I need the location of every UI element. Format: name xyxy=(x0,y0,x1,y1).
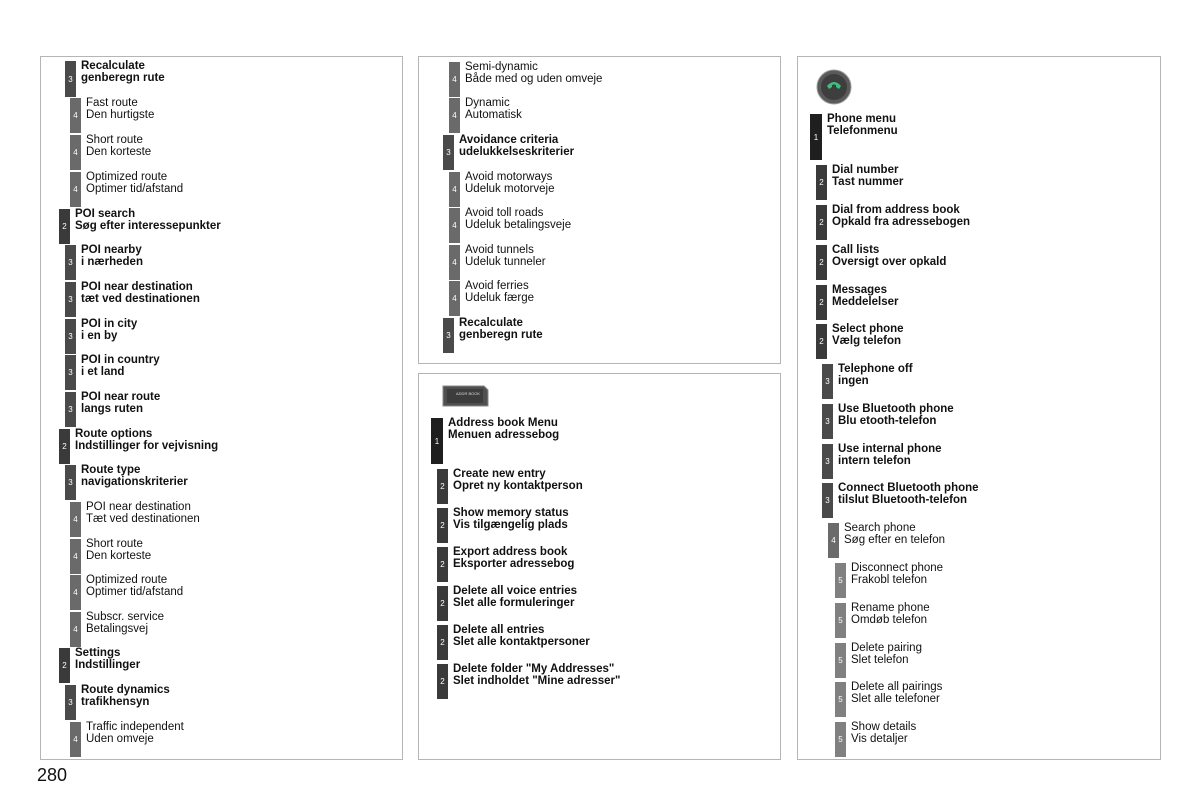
menu-item-fast-route[interactable] xyxy=(70,98,154,133)
menu-item-poi-nearby[interactable] xyxy=(65,245,143,280)
level-badge: 4 xyxy=(70,722,81,757)
menu-item-label: POI in city i en by xyxy=(81,318,138,342)
level-badge: 4 xyxy=(70,575,81,610)
menu-item-search-phone[interactable] xyxy=(828,523,945,558)
menu-item-use-bluetooth-phone[interactable] xyxy=(822,404,954,439)
menu-item-export-address-book[interactable] xyxy=(437,547,574,582)
level-badge: 4 xyxy=(449,98,460,133)
menu-item-delete-all-voice-entries[interactable] xyxy=(437,586,577,621)
level-badge: 1 xyxy=(810,114,822,160)
level-badge: 3 xyxy=(65,61,76,97)
menu-item-label: Subscr. service Betalingsvej xyxy=(86,611,164,635)
menu-item-label: POI near destination tæt ved destinationen xyxy=(81,281,200,305)
menu-item-optimized-route[interactable] xyxy=(70,172,183,207)
menu-item-label: Call lists Oversigt over opkald xyxy=(832,244,947,268)
menu-item-label: Avoid tunnels Udeluk tunneler xyxy=(465,244,546,268)
panel-address-book-menu xyxy=(418,373,781,760)
menu-item-label: Rename phone Omdøb telefon xyxy=(851,602,930,626)
level-badge: 5 xyxy=(835,643,846,678)
menu-item-show-details[interactable] xyxy=(835,722,916,757)
menu-item-label: Search phone Søg efter en telefon xyxy=(844,522,946,546)
menu-item-poi-near-destination-type[interactable] xyxy=(70,502,200,537)
level-badge: 3 xyxy=(65,319,76,354)
menu-item-phone-menu[interactable] xyxy=(810,114,898,160)
menu-item-delete-all-pairings[interactable] xyxy=(835,682,942,717)
menu-item-dial-from-address-book[interactable] xyxy=(816,205,970,240)
menu-item-label: Use Bluetooth phone Blu etooth-telefon xyxy=(838,403,954,427)
menu-item-label: Route type navigationskriterier xyxy=(81,464,188,488)
level-badge: 2 xyxy=(59,209,70,244)
menu-item-label: Short route Den korteste xyxy=(86,134,152,158)
level-badge: 3 xyxy=(65,245,76,280)
menu-item-avoid-motorways[interactable] xyxy=(449,172,554,207)
level-badge: 2 xyxy=(437,469,448,504)
menu-item-label: Delete pairing Slet telefon xyxy=(851,642,922,666)
menu-item-label: Export address book Eksporter adressebog xyxy=(453,546,575,570)
level-badge: 4 xyxy=(70,172,81,207)
menu-item-semi-dynamic[interactable] xyxy=(449,62,602,97)
phone-handset-icon xyxy=(816,69,852,105)
level-badge: 4 xyxy=(828,523,839,558)
menu-item-label: Delete all entries Slet alle kontaktpersoner xyxy=(453,624,590,648)
menu-item-label: Dial from address book Opkald fra adressebogen xyxy=(832,204,971,228)
level-badge: 2 xyxy=(816,165,827,200)
level-badge: 3 xyxy=(822,444,833,479)
level-badge: 4 xyxy=(70,502,81,537)
menu-item-dial-number[interactable] xyxy=(816,165,903,200)
level-badge: 4 xyxy=(449,208,460,243)
level-badge: 2 xyxy=(816,245,827,280)
menu-item-poi-in-city[interactable] xyxy=(65,319,137,354)
menu-item-optimized-route-type[interactable] xyxy=(70,575,183,610)
menu-item-label: Traffic independent Uden omveje xyxy=(86,721,184,745)
level-badge: 2 xyxy=(59,429,70,464)
menu-item-telephone-off[interactable] xyxy=(822,364,913,399)
menu-item-label: Messages Meddelelser xyxy=(832,284,899,308)
menu-item-traffic-independent[interactable] xyxy=(70,722,184,757)
menu-item-poi-near-route[interactable] xyxy=(65,392,160,427)
menu-item-disconnect-phone[interactable] xyxy=(835,563,943,598)
menu-item-poi-search[interactable] xyxy=(59,209,221,244)
menu-item-avoid-tunnels[interactable] xyxy=(449,245,546,280)
menu-item-label: Dynamic Automatisk xyxy=(465,97,522,121)
level-badge: 4 xyxy=(449,245,460,280)
menu-item-avoid-ferries[interactable] xyxy=(449,281,534,316)
menu-item-route-dynamics[interactable] xyxy=(65,685,170,720)
menu-item-label: Use internal phone intern telefon xyxy=(838,443,942,467)
level-badge: 2 xyxy=(816,205,827,240)
level-badge: 4 xyxy=(70,98,81,133)
level-badge: 5 xyxy=(835,722,846,757)
menu-item-label: Avoid ferries Udeluk færge xyxy=(465,280,535,304)
level-badge: 3 xyxy=(65,685,76,720)
menu-item-short-route[interactable] xyxy=(70,135,151,170)
level-badge: 4 xyxy=(449,62,460,97)
menu-item-rename-phone[interactable] xyxy=(835,603,930,638)
menu-item-create-new-entry[interactable] xyxy=(437,469,583,504)
menu-item-address-book-menu[interactable] xyxy=(431,418,559,464)
address-book-key-icon xyxy=(440,384,490,408)
level-badge: 3 xyxy=(822,483,833,518)
menu-item-delete-pairing[interactable] xyxy=(835,643,922,678)
menu-item-use-internal-phone[interactable] xyxy=(822,444,942,479)
menu-item-call-lists[interactable] xyxy=(816,245,946,280)
menu-item-label: Create new entry Opret ny kontaktperson xyxy=(453,468,583,492)
menu-item-label: POI near destination Tæt ved destinationen xyxy=(86,501,200,525)
level-badge: 2 xyxy=(59,648,70,683)
menu-item-label: Recalculate genberegn rute xyxy=(81,60,165,84)
menu-item-label: Delete folder "My Addresses" Slet indholdet "Mine adresser" xyxy=(453,663,621,687)
menu-item-label: Recalculate genberegn rute xyxy=(459,317,543,341)
menu-item-label: Show details Vis detaljer xyxy=(851,721,917,745)
level-badge: 4 xyxy=(70,135,81,170)
level-badge: 2 xyxy=(816,324,827,359)
menu-item-connect-bluetooth-phone[interactable] xyxy=(822,483,979,518)
level-badge: 2 xyxy=(437,625,448,660)
menu-item-avoidance-criteria[interactable] xyxy=(443,135,574,170)
menu-item-poi-in-country[interactable] xyxy=(65,355,160,390)
menu-item-select-phone[interactable] xyxy=(816,324,904,359)
menu-item-show-memory-status[interactable] xyxy=(437,508,569,543)
level-badge: 5 xyxy=(835,682,846,717)
menu-item-label: Connect Bluetooth phone tilslut Bluetooth-telefon xyxy=(838,482,979,506)
menu-item-poi-near-destination[interactable] xyxy=(65,282,200,317)
menu-item-label: Fast route Den hurtigste xyxy=(86,97,155,121)
menu-item-label: Delete all pairings Slet alle telefoner xyxy=(851,681,943,705)
menu-item-label: Disconnect phone Frakobl telefon xyxy=(851,562,944,586)
phone-button-icon[interactable] xyxy=(816,69,852,105)
level-badge: 5 xyxy=(835,603,846,638)
menu-item-avoid-toll-roads[interactable] xyxy=(449,208,571,243)
menu-item-label: Delete all voice entries Slet alle formuleringer xyxy=(453,585,578,609)
menu-item-label: Route dynamics trafikhensyn xyxy=(81,684,170,708)
menu-item-label: Telephone off ingen xyxy=(838,363,913,387)
address-book-button-icon[interactable] xyxy=(440,384,490,408)
menu-item-label: Avoidance criteria udelukkelseskriterier xyxy=(459,134,575,158)
panel-route-options-continued xyxy=(418,56,781,364)
menu-item-messages[interactable] xyxy=(816,285,898,320)
menu-item-label: Short route Den korteste xyxy=(86,538,152,562)
level-badge: 3 xyxy=(822,364,833,399)
level-badge: 2 xyxy=(437,664,448,699)
menu-item-label: Show memory status Vis tilgængelig plads xyxy=(453,507,569,531)
menu-item-label: POI nearby i nærheden xyxy=(81,244,143,268)
menu-item-label: Optimized route Optimer tid/afstand xyxy=(86,574,184,598)
address-book-button-label: ADDR BOOK xyxy=(456,391,481,396)
level-badge: 2 xyxy=(437,508,448,543)
menu-item-label: POI search Søg efter interessepunkter xyxy=(75,208,221,232)
level-badge: 2 xyxy=(816,285,827,320)
menu-item-subscr-service[interactable] xyxy=(70,612,164,647)
menu-item-label: POI in country i et land xyxy=(81,354,160,378)
menu-item-label: Select phone Vælg telefon xyxy=(832,323,904,347)
menu-item-label: Phone menu Telefonmenu xyxy=(827,113,898,137)
menu-item-label: Route options Indstillinger for vejvisning xyxy=(75,428,219,452)
menu-item-route-options[interactable] xyxy=(59,429,218,464)
level-badge: 5 xyxy=(835,563,846,598)
menu-item-recalculate-2[interactable] xyxy=(443,318,543,353)
level-badge: 4 xyxy=(449,172,460,207)
level-badge: 4 xyxy=(449,281,460,316)
panel-phone-menu xyxy=(797,56,1161,760)
menu-item-route-type[interactable] xyxy=(65,465,188,500)
level-badge: 3 xyxy=(822,404,833,439)
menu-item-dynamic[interactable] xyxy=(449,98,522,133)
level-badge: 2 xyxy=(437,547,448,582)
level-badge: 4 xyxy=(70,612,81,647)
menu-item-label: POI near route langs ruten xyxy=(81,391,161,415)
panel-navigation-menu xyxy=(40,56,403,760)
menu-item-label: Avoid toll roads Udeluk betalingsveje xyxy=(465,207,572,231)
menu-item-delete-folder[interactable] xyxy=(437,664,620,699)
menu-item-label: Semi-dynamic Både med og uden omveje xyxy=(465,61,603,85)
level-badge: 3 xyxy=(65,355,76,390)
level-badge: 3 xyxy=(443,318,454,353)
level-badge: 4 xyxy=(70,539,81,574)
menu-item-label: Optimized route Optimer tid/afstand xyxy=(86,171,184,195)
level-badge: 2 xyxy=(437,586,448,621)
level-badge: 3 xyxy=(65,465,76,500)
level-badge: 3 xyxy=(65,392,76,427)
level-badge: 3 xyxy=(65,282,76,317)
menu-item-settings[interactable] xyxy=(59,648,140,683)
level-badge: 3 xyxy=(443,135,454,170)
menu-item-label: Address book Menu Menuen adressebog xyxy=(448,417,560,441)
menu-item-short-route-type[interactable] xyxy=(70,539,151,574)
page-number: 280 xyxy=(37,765,68,785)
menu-item-recalculate[interactable] xyxy=(65,61,165,97)
level-badge: 1 xyxy=(431,418,443,464)
menu-item-label: Avoid motorways Udeluk motorveje xyxy=(465,171,555,195)
menu-item-label: Dial number Tast nummer xyxy=(832,164,904,188)
menu-item-label: Settings Indstillinger xyxy=(75,647,141,671)
menu-item-delete-all-entries[interactable] xyxy=(437,625,590,660)
